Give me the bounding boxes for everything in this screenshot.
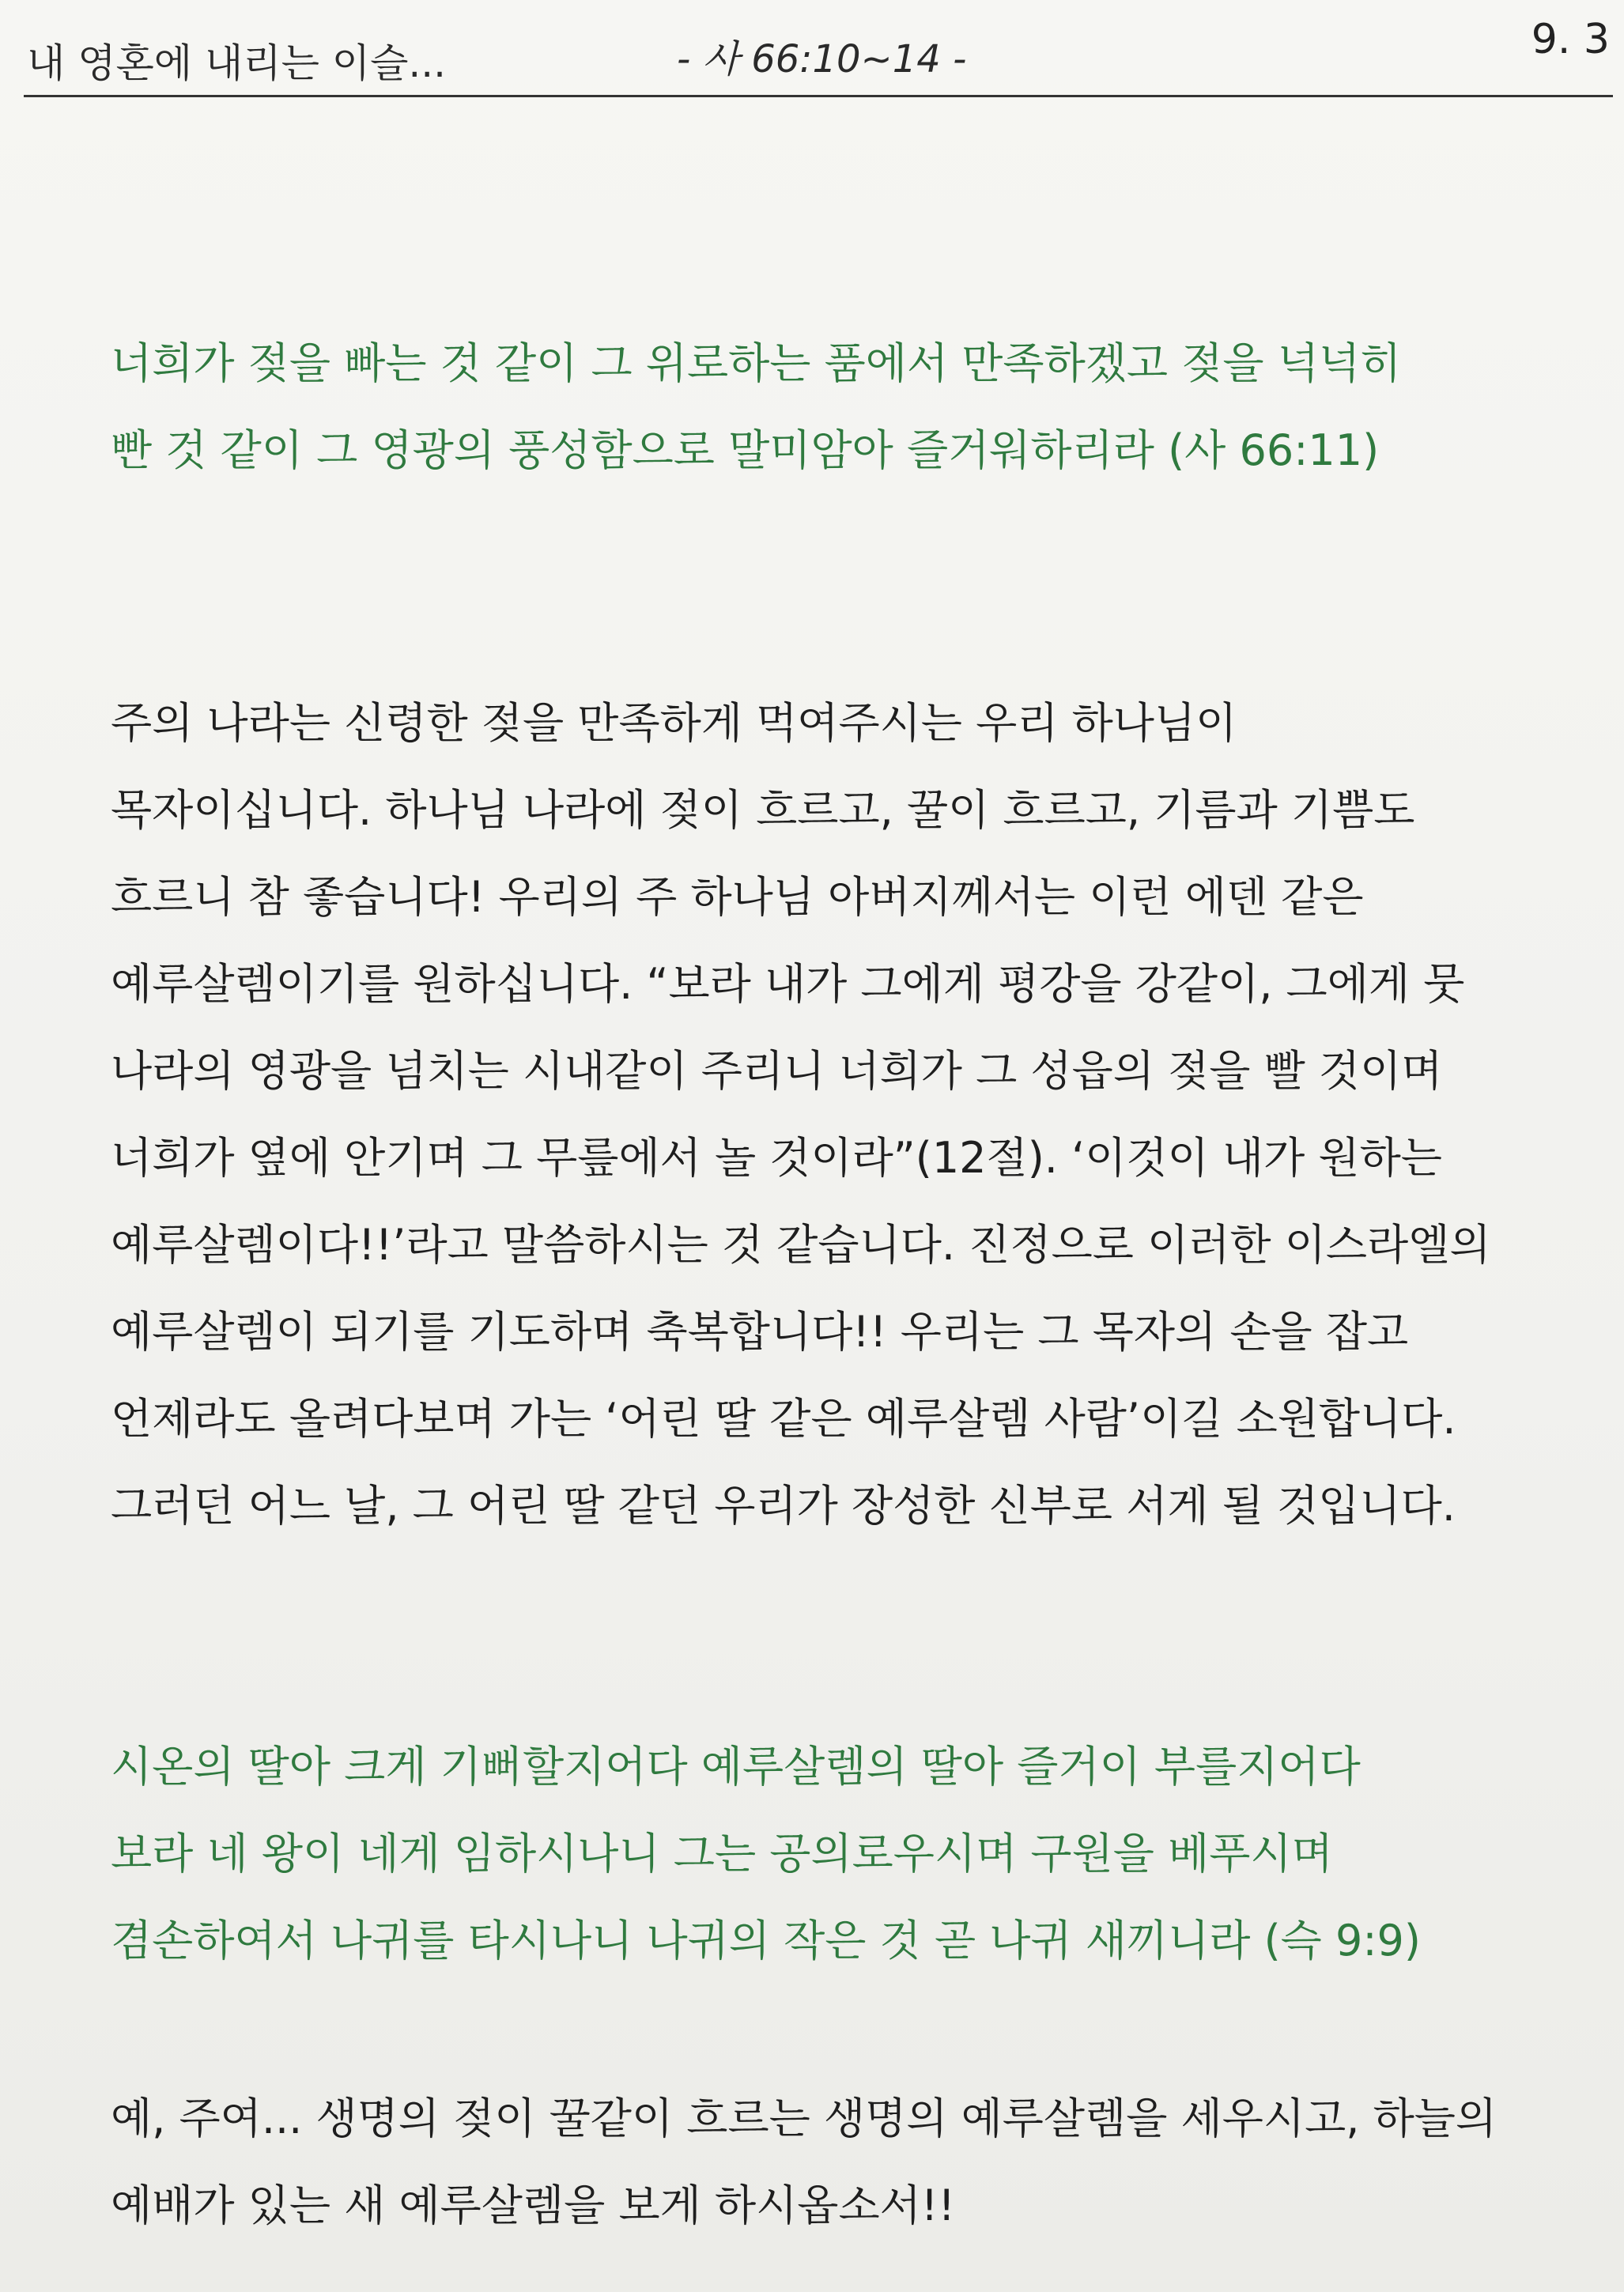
verse-quote-isaiah [111,320,1401,494]
prayer-line: 예배가 있는 새 예루살렘을 보게 하시옵소서!! [111,2181,956,2230]
paragraph-line: 예루살렘이기를 원하십니다. “보라 내가 그에게 평강을 강같이, 그에게 뭇 [111,959,1465,1009]
meditation-paragraph [111,680,1491,1550]
paragraph-line: 언제라도 올려다보며 가는 ‘어린 딸 같은 예루살렘 사람’이길 소원합니다. [111,1394,1456,1444]
paragraph-line: 너희가 옆에 안기며 그 무릎에서 놀 것이라”(12절). ‘이것이 내가 원하는 [111,1133,1442,1183]
running-title: 내 영혼에 내리는 이슬... [27,40,447,86]
verse-line: 겸손하여서 나귀를 타시나니 나귀의 작은 것 곧 나귀 새끼니라 (슥 9:9) [111,1916,1421,1965]
verse-line: 시온의 딸아 크게 기뻐할지어다 예루살렘의 딸아 즐거이 부를지어다 [111,1742,1361,1792]
paragraph-line: 예루살렘이다!!’라고 말씀하시는 것 같습니다. 진정으로 이러한 이스라엘의 [111,1220,1491,1270]
verse-line: 보라 네 왕이 네게 임하시나니 그는 공의로우시며 구원을 베푸시며 [111,1829,1333,1879]
paragraph-line: 나라의 영광을 넘치는 시내같이 주리니 너희가 그 성읍의 젖을 빨 것이며 [111,1046,1443,1096]
paragraph-line: 그러던 어느 날, 그 어린 딸 같던 우리가 장성한 신부로 서게 될 것입니다. [111,1481,1456,1531]
closing-prayer [111,2075,1497,2249]
paragraph-line: 주의 나라는 신령한 젖을 만족하게 먹여주시는 우리 하나님이 [111,698,1237,748]
scripture-reference: - 사 66:10~14 - [677,37,967,81]
page-number: 9. 3 [1531,16,1610,63]
paragraph-line: 흐르니 참 좋습니다! 우리의 주 하나님 아버지께서는 이런 에덴 같은 [111,872,1364,922]
verse-quote-zechariah [111,1724,1421,1984]
prayer-line: 예, 주여... 생명의 젖이 꿀같이 흐르는 생명의 예루살렘을 세우시고, 하늘의 [111,2094,1497,2143]
paragraph-line: 목자이십니다. 하나님 나라에 젖이 흐르고, 꿀이 흐르고, 기름과 기쁨도 [111,785,1415,835]
verse-line: 너희가 젖을 빠는 것 같이 그 위로하는 품에서 만족하겠고 젖을 넉넉히 [111,338,1402,388]
page-header [0,0,1624,103]
header-divider [24,95,1613,97]
paragraph-line: 예루살렘이 되기를 기도하며 축복합니다!! 우리는 그 목자의 손을 잡고 [111,1307,1409,1357]
verse-line: 빤 것 같이 그 영광의 풍성함으로 말미암아 즐거워하리라 (사 66:11) [111,425,1380,475]
